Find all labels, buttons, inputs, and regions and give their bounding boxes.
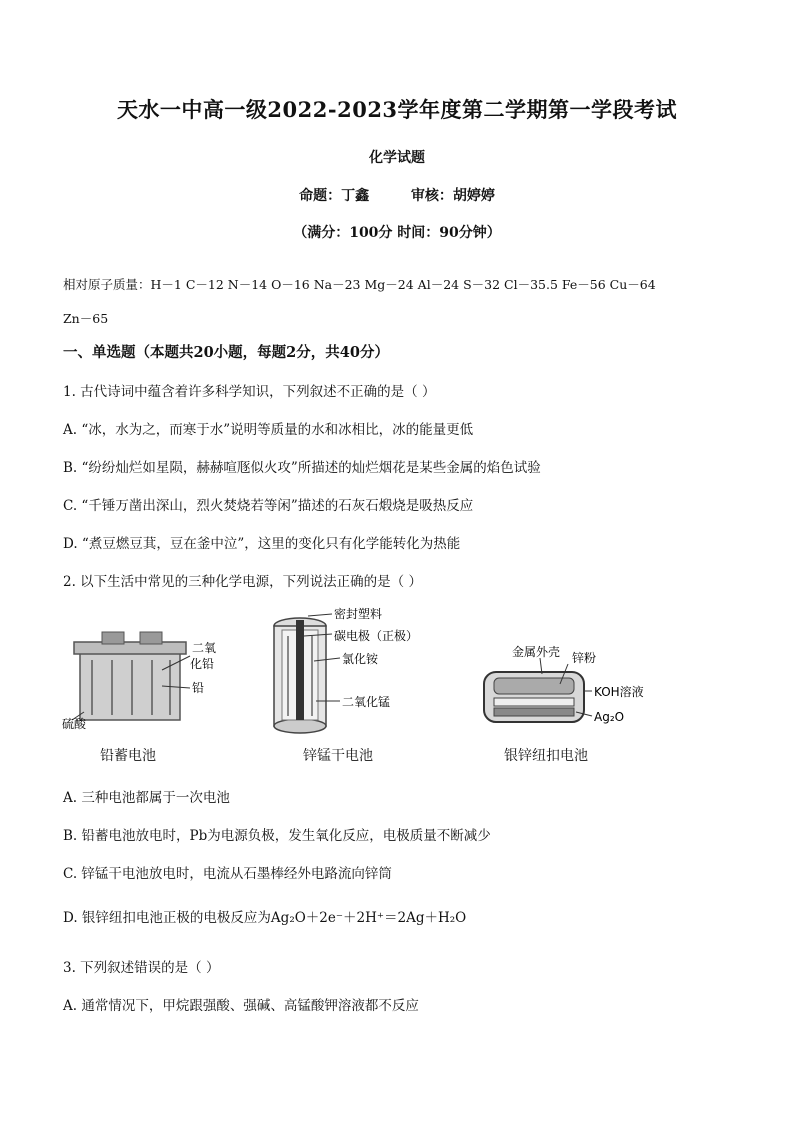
label-ammonium-chloride: 氯化铵 bbox=[342, 652, 379, 666]
lead-acid-battery-figure bbox=[62, 620, 232, 732]
atomic-masses-line1: 相对原子质量：H－1 C－12 N－14 O－16 Na－23 Mg－24 Al－24 S－32 Cl－35.5 Fe－56 Cu－64 bbox=[63, 277, 656, 292]
label-koh-solution: KOH溶液 bbox=[594, 685, 644, 699]
label-pbo2-line1: 二氧 bbox=[192, 641, 217, 655]
score-time: （满分：100分 时间：90分钟） bbox=[293, 225, 501, 241]
q1-option-a: A. “冰，水为之，而寒于水”说明等质量的水和冰相比，冰的能量更低 bbox=[63, 422, 474, 438]
label-carbon-electrode: 碳电极（正极） bbox=[334, 629, 419, 643]
q2-option-a: A. 三种电池都属于一次电池 bbox=[63, 790, 230, 806]
q2-option-d: D. 银锌纽扣电池正极的电极反应为Ag₂O＋2e⁻＋2H⁺＝2Ag＋H₂O bbox=[63, 910, 467, 926]
section-title: 一、单选题（本题共20小题，每题2分，共40分） bbox=[63, 344, 389, 361]
silver-zinc-cell-drawing bbox=[476, 636, 656, 731]
q2-option-c: C. 锌锰干电池放电时，电流从石墨棒经外电路流向锌筒 bbox=[63, 866, 392, 882]
q2-stem: 2. 以下生活中常见的三种化学电源，下列说法正确的是（ ） bbox=[63, 574, 422, 590]
label-manganese-dioxide: 二氧化锰 bbox=[342, 695, 391, 709]
label-sulfuric-acid: 硫酸 bbox=[62, 717, 87, 731]
q1-option-b: B. “纷纷灿烂如星陨，赫赫喧豗似火攻”所描述的灿烂烟花是某些金属的焰色试验 bbox=[63, 460, 541, 476]
q1-stem: 1. 古代诗词中蕴含着许多科学知识，下列叙述不正确的是（ ） bbox=[63, 384, 436, 400]
label-sealed-plastic: 密封塑料 bbox=[334, 607, 383, 621]
label-pb: 铅 bbox=[192, 681, 205, 695]
q3-stem: 3. 下列叙述错误的是（ ） bbox=[63, 960, 220, 976]
caption-silver-zinc: 银锌纽扣电池 bbox=[504, 748, 588, 764]
label-pbo2-line2: 化铅 bbox=[190, 657, 215, 671]
q3-option-a: A. 通常情况下，甲烷跟强酸、强碱、高锰酸钾溶液都不反应 bbox=[63, 998, 419, 1014]
zinc-manganese-cell-drawing bbox=[268, 606, 438, 736]
reviewer-label: 审核：胡婷婷 bbox=[410, 188, 495, 204]
label-zinc-powder: 锌粉 bbox=[572, 651, 597, 665]
label-silver-oxide: Ag₂O bbox=[594, 710, 625, 724]
q1-option-d: D. “煮豆燃豆萁，豆在釜中泣”，这里的变化只有化学能转化为热能 bbox=[63, 536, 461, 552]
author-line bbox=[0, 185, 794, 205]
caption-zinc-manganese: 锌锰干电池 bbox=[303, 748, 373, 764]
exam-title: 天水一中高一级2022-2023学年度第二学期第一学段考试 bbox=[116, 97, 678, 122]
q1-option-c: C. “千锤万凿出深山，烈火焚烧若等闲”描述的石灰石煅烧是吸热反应 bbox=[63, 498, 474, 514]
author-label: 命题：丁鑫 bbox=[299, 188, 370, 204]
lead-acid-battery-drawing bbox=[62, 620, 232, 732]
atomic-masses-line2: Zn－65 bbox=[63, 311, 109, 326]
zinc-manganese-cell-figure bbox=[268, 606, 438, 736]
q2-option-b: B. 铅蓄电池放电时，Pb为电源负极，发生氧化反应，电极质量不断减少 bbox=[63, 828, 491, 844]
label-metal-shell: 金属外壳 bbox=[512, 645, 561, 659]
subject-title: 化学试题 bbox=[369, 150, 425, 166]
silver-zinc-cell-figure bbox=[476, 636, 656, 731]
atomic-masses bbox=[63, 268, 743, 336]
caption-lead-acid: 铅蓄电池 bbox=[100, 748, 156, 764]
